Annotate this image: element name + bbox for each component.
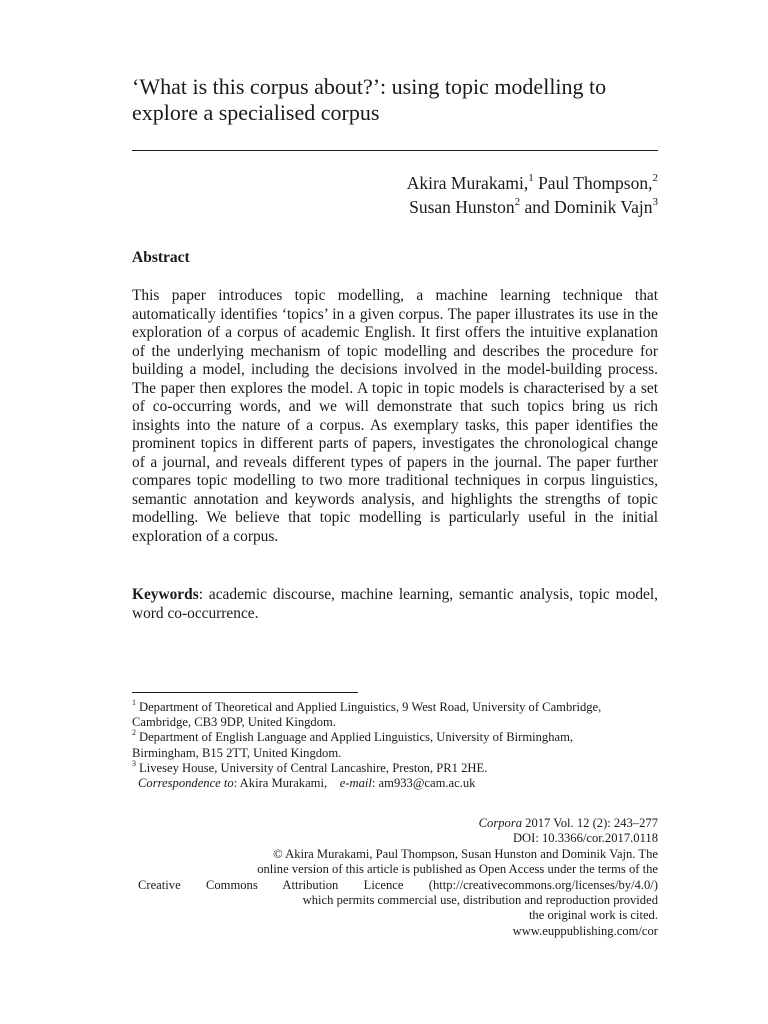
citation-details: 2017 Vol. 12 (2): 243–277 — [522, 816, 658, 830]
author-name: and Dominik Vajn — [520, 197, 653, 217]
copyright-notice: © Akira Murakami, Paul Thompson, Susan Hunston and Dominik Vajn. The — [273, 846, 658, 861]
correspondence — [132, 776, 672, 791]
license-line: which permits commercial use, distribution and reproduction provided — [302, 893, 658, 908]
footnote-divider — [132, 692, 358, 693]
footnote-2 — [132, 730, 672, 760]
article-title: ‘What is this corpus about?’: using topic modelling to explore a specialised corpus — [132, 74, 607, 125]
footnote-1 — [132, 697, 672, 730]
author-affiliation-mark: 2 — [514, 196, 521, 209]
footnotes — [132, 697, 672, 791]
journal-name: Corpora — [478, 816, 523, 830]
author-line-2 — [407, 195, 658, 219]
author-affiliation-mark: 1 — [528, 172, 534, 185]
doi: DOI: 10.3366/cor.2017.0118 — [512, 831, 658, 846]
keywords-label: Keywords — [132, 586, 199, 603]
email-label: e-mail — [339, 776, 372, 791]
license-line: the original work is cited. — [528, 908, 658, 923]
title-divider — [132, 150, 658, 151]
correspondence-email: : am933@cam.ac.uk — [371, 776, 476, 791]
keywords — [132, 586, 658, 623]
footnote-3 — [132, 758, 672, 776]
citation — [138, 816, 658, 831]
publisher-url: www.euppublishing.com/cor — [512, 923, 658, 938]
license-line: Creative Commons Attribution Licence (http://creativecommons.org/licenses/by/4.0/) — [138, 877, 658, 892]
correspondence-name: : Akira Murakami, — [233, 776, 328, 791]
footnote-text: Birmingham, B15 2TT, United Kingdom. — [132, 745, 342, 760]
keywords-text: : academic discourse, machine learning, semantic analysis, topic model, word co-occurrence. — [132, 586, 658, 622]
license-line: online version of this article is published as Open Access under the terms of the — [257, 862, 658, 877]
abstract-heading: Abstract — [132, 249, 190, 266]
author-name: Paul Thompson, — [533, 173, 653, 193]
author-name: Susan Hunston — [409, 197, 515, 217]
footnote-number: 2 — [132, 728, 136, 738]
author-affiliation-mark: 2 — [652, 172, 658, 185]
author-name: Akira Murakami, — [406, 173, 529, 193]
footnote-text: Livesey House, University of Central Lancashire, Preston, PR1 2HE. — [139, 760, 488, 775]
correspondence-label: Correspondence to — [138, 776, 234, 791]
footnote-number: 3 — [132, 758, 136, 768]
abstract-text: This paper introduces topic modelling, a machine learning technique that automatically identifies ‘topics’ in a given corpus. The paper illustrates its use in the exploration of a corpus of academic English. It first offers the intuitive explanation of the underlying mechanism of topic modelling and describes the procedure for building a model, including the decisions involved in the model-building process. The paper then explores the model. A topic in topic models is characterised by a set of co-occurring words, and we will demonstrate that such topics bring us rich insights into the nature of a corpus. As exemplary tasks, this paper identifies the prominent topics in different parts of papers, investigates the chronological change of a journal, and reveals different types of papers in the journal. The paper further compares topic modelling to two more traditional techniques in corpus linguistics, semantic annotation and keywords analysis, and highlights the strengths of topic modelling. We believe that topic modelling is particularly useful in the initial exploration of a corpus. — [132, 287, 658, 545]
author-list — [407, 171, 658, 219]
footnote-text: Department of Theoretical and Applied Linguistics, 9 West Road, University of Cambridge, — [139, 700, 602, 714]
publication-info — [138, 816, 658, 939]
footnote-text: Cambridge, CB3 9DP, United Kingdom. — [132, 715, 336, 730]
footnote-number: 1 — [132, 697, 136, 707]
footnote-text: Department of English Language and Applied Linguistics, University of Birmingham, — [139, 730, 574, 745]
author-affiliation-mark: 3 — [652, 196, 658, 209]
author-line-1 — [407, 171, 658, 195]
